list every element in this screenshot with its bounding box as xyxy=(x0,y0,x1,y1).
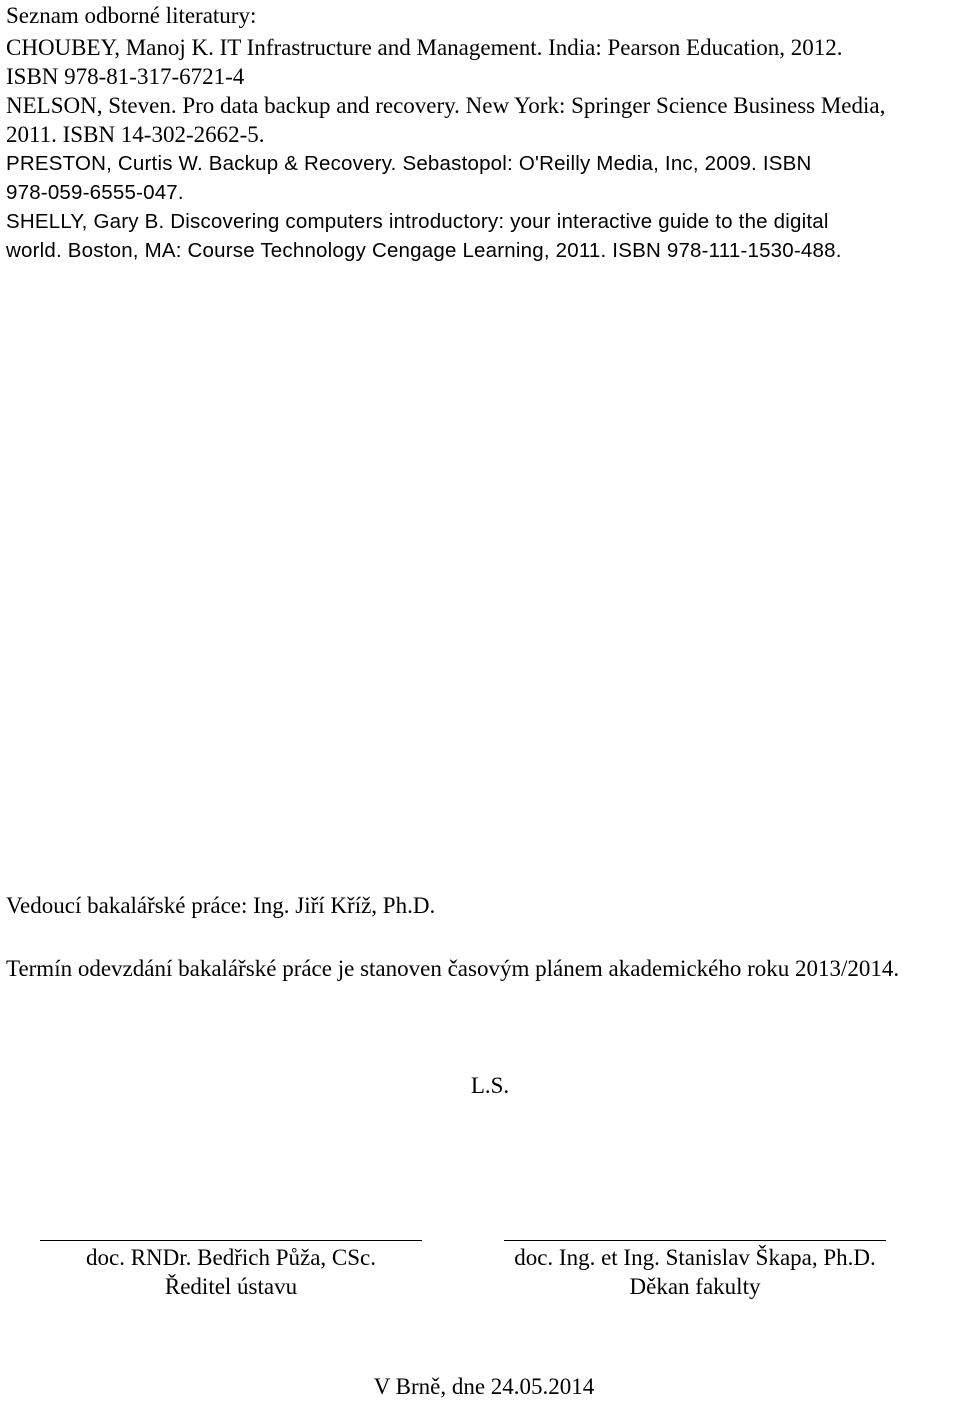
thesis-supervisor: Vedoucí bakalářské práce: Ing. Jiří Kříž, Ph.D. xyxy=(6,893,436,918)
place-and-date: V Brně, dne 24.05.2014 xyxy=(373,1374,595,1399)
reference-line: ISBN 978-81-317-6721-4 xyxy=(6,64,245,89)
reference-item-nelson xyxy=(6,91,956,149)
reference-line: NELSON, Steven. Pro data backup and recovery. New York: Springer Science Business Media, xyxy=(6,93,886,118)
reference-line: SHELLY, Gary B. Discovering computers introductory: your interactive guide to the digital xyxy=(6,210,829,233)
reference-line: PRESTON, Curtis W. Backup & Recovery. Sebastopol: O'Reilly Media, Inc, 2009. ISBN xyxy=(6,152,812,175)
reference-line: 2011. ISBN 14-302-2662-5. xyxy=(6,122,265,147)
signature-line xyxy=(40,1240,422,1241)
signature-block-director xyxy=(40,1240,422,1301)
reference-line: world. Boston, MA: Course Technology Cengage Learning, 2011. ISBN 978-111-1530-488. xyxy=(6,239,842,262)
reference-item-shelly xyxy=(6,207,956,265)
signatory-name: doc. Ing. et Ing. Stanislav Škapa, Ph.D. xyxy=(514,1245,876,1270)
reference-item-choubey xyxy=(6,33,956,91)
reference-item-preston xyxy=(6,149,956,207)
signature-line xyxy=(504,1240,886,1241)
seal-placeholder: L.S. xyxy=(470,1073,510,1098)
reference-list xyxy=(6,33,956,265)
reference-line: CHOUBEY, Manoj K. IT Infrastructure and Management. India: Pearson Education, 2012. xyxy=(6,35,843,60)
reference-line: 978-059-6555-047. xyxy=(6,181,184,204)
signatory-title: Ředitel ústavu xyxy=(164,1274,298,1299)
signature-block-dean xyxy=(504,1240,886,1301)
submission-deadline: Termín odevzdání bakalářské práce je stanoven časovým plánem akademického roku 2013/2014. xyxy=(6,956,900,981)
signatory-name: doc. RNDr. Bedřich Půža, CSc. xyxy=(85,1245,376,1270)
bibliography-heading: Seznam odborné literatury: xyxy=(6,3,257,28)
signatory-title: Děkan fakulty xyxy=(629,1274,761,1299)
